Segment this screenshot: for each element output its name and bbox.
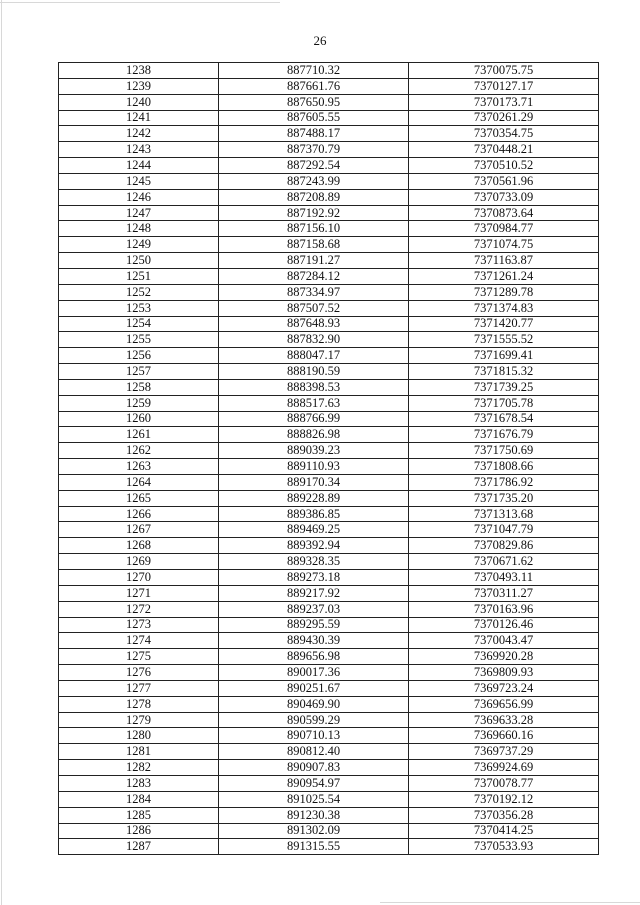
point-number-cell: 1255 — [59, 332, 219, 348]
y-coordinate-cell: 7370414.25 — [409, 823, 599, 839]
table-row — [59, 585, 599, 601]
table-row — [59, 110, 599, 126]
y-coordinate-cell: 7369723.24 — [409, 680, 599, 696]
table-row — [59, 633, 599, 649]
x-coordinate-cell: 887191.27 — [219, 253, 409, 269]
point-number-cell: 1285 — [59, 807, 219, 823]
point-number-cell: 1279 — [59, 712, 219, 728]
table-row — [59, 173, 599, 189]
x-coordinate-cell: 887650.95 — [219, 94, 409, 110]
y-coordinate-cell: 7370671.62 — [409, 554, 599, 570]
point-number-cell: 1245 — [59, 173, 219, 189]
x-coordinate-cell: 891230.38 — [219, 807, 409, 823]
y-coordinate-cell: 7370163.96 — [409, 601, 599, 617]
table-row — [59, 680, 599, 696]
point-number-cell: 1239 — [59, 78, 219, 94]
x-coordinate-cell: 887158.68 — [219, 237, 409, 253]
y-coordinate-cell: 7370043.47 — [409, 633, 599, 649]
table-row — [59, 839, 599, 855]
y-coordinate-cell: 7371374.83 — [409, 300, 599, 316]
table-row — [59, 443, 599, 459]
x-coordinate-cell: 890599.29 — [219, 712, 409, 728]
point-number-cell: 1271 — [59, 585, 219, 601]
y-coordinate-cell: 7370873.64 — [409, 205, 599, 221]
table-row — [59, 823, 599, 839]
point-number-cell: 1248 — [59, 221, 219, 237]
x-coordinate-cell: 890907.83 — [219, 760, 409, 776]
point-number-cell: 1243 — [59, 142, 219, 158]
x-coordinate-cell: 889170.34 — [219, 474, 409, 490]
point-number-cell: 1286 — [59, 823, 219, 839]
y-coordinate-cell: 7371678.54 — [409, 411, 599, 427]
table-row — [59, 490, 599, 506]
y-coordinate-cell: 7371786.92 — [409, 474, 599, 490]
point-number-cell: 1264 — [59, 474, 219, 490]
y-coordinate-cell: 7369660.16 — [409, 728, 599, 744]
point-number-cell: 1254 — [59, 316, 219, 332]
y-coordinate-cell: 7371261.24 — [409, 268, 599, 284]
point-number-cell: 1261 — [59, 427, 219, 443]
table-row — [59, 554, 599, 570]
scan-edge-bottom — [380, 902, 640, 903]
point-number-cell: 1259 — [59, 395, 219, 411]
table-row — [59, 63, 599, 79]
point-number-cell: 1238 — [59, 63, 219, 79]
point-number-cell: 1278 — [59, 696, 219, 712]
page-number: 26 — [313, 33, 327, 48]
x-coordinate-cell: 891302.09 — [219, 823, 409, 839]
table-row — [59, 665, 599, 681]
y-coordinate-cell: 7371047.79 — [409, 522, 599, 538]
table-row — [59, 348, 599, 364]
table-row — [59, 696, 599, 712]
table-row — [59, 142, 599, 158]
x-coordinate-cell: 889039.23 — [219, 443, 409, 459]
point-number-cell: 1282 — [59, 760, 219, 776]
table-row — [59, 253, 599, 269]
x-coordinate-cell: 887507.52 — [219, 300, 409, 316]
y-coordinate-cell: 7370126.46 — [409, 617, 599, 633]
x-coordinate-cell: 891025.54 — [219, 791, 409, 807]
y-coordinate-cell: 7371074.75 — [409, 237, 599, 253]
point-number-cell: 1281 — [59, 744, 219, 760]
table-row — [59, 649, 599, 665]
table-row — [59, 427, 599, 443]
x-coordinate-cell: 887243.99 — [219, 173, 409, 189]
y-coordinate-cell: 7371313.68 — [409, 506, 599, 522]
x-coordinate-cell: 887605.55 — [219, 110, 409, 126]
y-coordinate-cell: 7371699.41 — [409, 348, 599, 364]
y-coordinate-cell: 7370448.21 — [409, 142, 599, 158]
point-number-cell: 1284 — [59, 791, 219, 807]
x-coordinate-cell: 889273.18 — [219, 570, 409, 586]
y-coordinate-cell: 7370127.17 — [409, 78, 599, 94]
table-row — [59, 760, 599, 776]
point-number-cell: 1287 — [59, 839, 219, 855]
point-number-cell: 1257 — [59, 364, 219, 380]
x-coordinate-cell: 888517.63 — [219, 395, 409, 411]
x-coordinate-cell: 889386.85 — [219, 506, 409, 522]
x-coordinate-cell: 888826.98 — [219, 427, 409, 443]
point-number-cell: 1260 — [59, 411, 219, 427]
point-number-cell: 1246 — [59, 189, 219, 205]
x-coordinate-cell: 888766.99 — [219, 411, 409, 427]
table-row — [59, 316, 599, 332]
table-row — [59, 78, 599, 94]
x-coordinate-cell: 887192.92 — [219, 205, 409, 221]
y-coordinate-cell: 7370078.77 — [409, 775, 599, 791]
y-coordinate-cell: 7371750.69 — [409, 443, 599, 459]
y-coordinate-cell: 7369924.69 — [409, 760, 599, 776]
point-number-cell: 1270 — [59, 570, 219, 586]
y-coordinate-cell: 7370261.29 — [409, 110, 599, 126]
point-number-cell: 1249 — [59, 237, 219, 253]
point-number-cell: 1252 — [59, 284, 219, 300]
y-coordinate-cell: 7370984.77 — [409, 221, 599, 237]
table-row — [59, 807, 599, 823]
x-coordinate-cell: 890710.13 — [219, 728, 409, 744]
table-row — [59, 538, 599, 554]
x-coordinate-cell: 887710.32 — [219, 63, 409, 79]
x-coordinate-cell: 887334.97 — [219, 284, 409, 300]
y-coordinate-cell: 7370733.09 — [409, 189, 599, 205]
table-row — [59, 284, 599, 300]
table-row — [59, 459, 599, 475]
table-row — [59, 300, 599, 316]
y-coordinate-cell: 7370510.52 — [409, 158, 599, 174]
table-row — [59, 237, 599, 253]
table-row — [59, 94, 599, 110]
y-coordinate-cell: 7371555.52 — [409, 332, 599, 348]
point-number-cell: 1250 — [59, 253, 219, 269]
x-coordinate-cell: 889295.59 — [219, 617, 409, 633]
y-coordinate-cell: 7370493.11 — [409, 570, 599, 586]
x-coordinate-cell: 890251.67 — [219, 680, 409, 696]
y-coordinate-cell: 7371735.20 — [409, 490, 599, 506]
point-number-cell: 1258 — [59, 379, 219, 395]
table-row — [59, 506, 599, 522]
point-number-cell: 1256 — [59, 348, 219, 364]
x-coordinate-cell: 889110.93 — [219, 459, 409, 475]
x-coordinate-cell: 890469.90 — [219, 696, 409, 712]
y-coordinate-cell: 7370354.75 — [409, 126, 599, 142]
x-coordinate-cell: 890017.36 — [219, 665, 409, 681]
point-number-cell: 1269 — [59, 554, 219, 570]
y-coordinate-cell: 7369920.28 — [409, 649, 599, 665]
table-row — [59, 522, 599, 538]
point-number-cell: 1265 — [59, 490, 219, 506]
table-row — [59, 474, 599, 490]
y-coordinate-cell: 7371420.77 — [409, 316, 599, 332]
y-coordinate-cell: 7371163.87 — [409, 253, 599, 269]
y-coordinate-cell: 7370192.12 — [409, 791, 599, 807]
x-coordinate-cell: 889237.03 — [219, 601, 409, 617]
scan-edge-left — [1, 0, 2, 905]
x-coordinate-cell: 889328.35 — [219, 554, 409, 570]
table-row — [59, 189, 599, 205]
x-coordinate-cell: 887284.12 — [219, 268, 409, 284]
point-number-cell: 1268 — [59, 538, 219, 554]
table-row — [59, 158, 599, 174]
point-number-cell: 1253 — [59, 300, 219, 316]
table-row — [59, 791, 599, 807]
point-number-cell: 1242 — [59, 126, 219, 142]
y-coordinate-cell: 7370311.27 — [409, 585, 599, 601]
x-coordinate-cell: 889469.25 — [219, 522, 409, 538]
table-row — [59, 744, 599, 760]
x-coordinate-cell: 888047.17 — [219, 348, 409, 364]
x-coordinate-cell: 887208.89 — [219, 189, 409, 205]
table-row — [59, 712, 599, 728]
x-coordinate-cell: 887488.17 — [219, 126, 409, 142]
table-row — [59, 126, 599, 142]
y-coordinate-cell: 7371739.25 — [409, 379, 599, 395]
point-number-cell: 1283 — [59, 775, 219, 791]
point-number-cell: 1251 — [59, 268, 219, 284]
table-row — [59, 570, 599, 586]
point-number-cell: 1266 — [59, 506, 219, 522]
y-coordinate-cell: 7371815.32 — [409, 364, 599, 380]
point-number-cell: 1241 — [59, 110, 219, 126]
point-number-cell: 1276 — [59, 665, 219, 681]
point-number-cell: 1263 — [59, 459, 219, 475]
x-coordinate-cell: 889392.94 — [219, 538, 409, 554]
x-coordinate-cell: 889217.92 — [219, 585, 409, 601]
y-coordinate-cell: 7369656.99 — [409, 696, 599, 712]
x-coordinate-cell: 889656.98 — [219, 649, 409, 665]
y-coordinate-cell: 7371808.66 — [409, 459, 599, 475]
point-number-cell: 1273 — [59, 617, 219, 633]
point-number-cell: 1240 — [59, 94, 219, 110]
point-number-cell: 1267 — [59, 522, 219, 538]
y-coordinate-cell: 7369737.29 — [409, 744, 599, 760]
x-coordinate-cell: 891315.55 — [219, 839, 409, 855]
scan-edge-top — [0, 2, 280, 3]
x-coordinate-cell: 887661.76 — [219, 78, 409, 94]
coordinates-table-body — [59, 63, 599, 855]
table-row — [59, 205, 599, 221]
table-row — [59, 268, 599, 284]
y-coordinate-cell: 7370075.75 — [409, 63, 599, 79]
y-coordinate-cell: 7371676.79 — [409, 427, 599, 443]
x-coordinate-cell: 887156.10 — [219, 221, 409, 237]
x-coordinate-cell: 887648.93 — [219, 316, 409, 332]
point-number-cell: 1275 — [59, 649, 219, 665]
point-number-cell: 1244 — [59, 158, 219, 174]
table-row — [59, 221, 599, 237]
point-number-cell: 1272 — [59, 601, 219, 617]
x-coordinate-cell: 890812.40 — [219, 744, 409, 760]
y-coordinate-cell: 7370533.93 — [409, 839, 599, 855]
x-coordinate-cell: 887832.90 — [219, 332, 409, 348]
table-row — [59, 411, 599, 427]
table-row — [59, 775, 599, 791]
table-row — [59, 364, 599, 380]
x-coordinate-cell: 890954.97 — [219, 775, 409, 791]
y-coordinate-cell: 7369633.28 — [409, 712, 599, 728]
x-coordinate-cell: 888190.59 — [219, 364, 409, 380]
coordinates-table — [58, 62, 599, 855]
y-coordinate-cell: 7370561.96 — [409, 173, 599, 189]
table-row — [59, 601, 599, 617]
y-coordinate-cell: 7370173.71 — [409, 94, 599, 110]
x-coordinate-cell: 887292.54 — [219, 158, 409, 174]
table-row — [59, 617, 599, 633]
x-coordinate-cell: 888398.53 — [219, 379, 409, 395]
x-coordinate-cell: 889430.39 — [219, 633, 409, 649]
y-coordinate-cell: 7370356.28 — [409, 807, 599, 823]
point-number-cell: 1277 — [59, 680, 219, 696]
table-row — [59, 379, 599, 395]
point-number-cell: 1262 — [59, 443, 219, 459]
point-number-cell: 1274 — [59, 633, 219, 649]
y-coordinate-cell: 7370829.86 — [409, 538, 599, 554]
y-coordinate-cell: 7371289.78 — [409, 284, 599, 300]
point-number-cell: 1280 — [59, 728, 219, 744]
y-coordinate-cell: 7369809.93 — [409, 665, 599, 681]
point-number-cell: 1247 — [59, 205, 219, 221]
table-row — [59, 728, 599, 744]
table-row — [59, 395, 599, 411]
x-coordinate-cell: 889228.89 — [219, 490, 409, 506]
table-row — [59, 332, 599, 348]
y-coordinate-cell: 7371705.78 — [409, 395, 599, 411]
x-coordinate-cell: 887370.79 — [219, 142, 409, 158]
